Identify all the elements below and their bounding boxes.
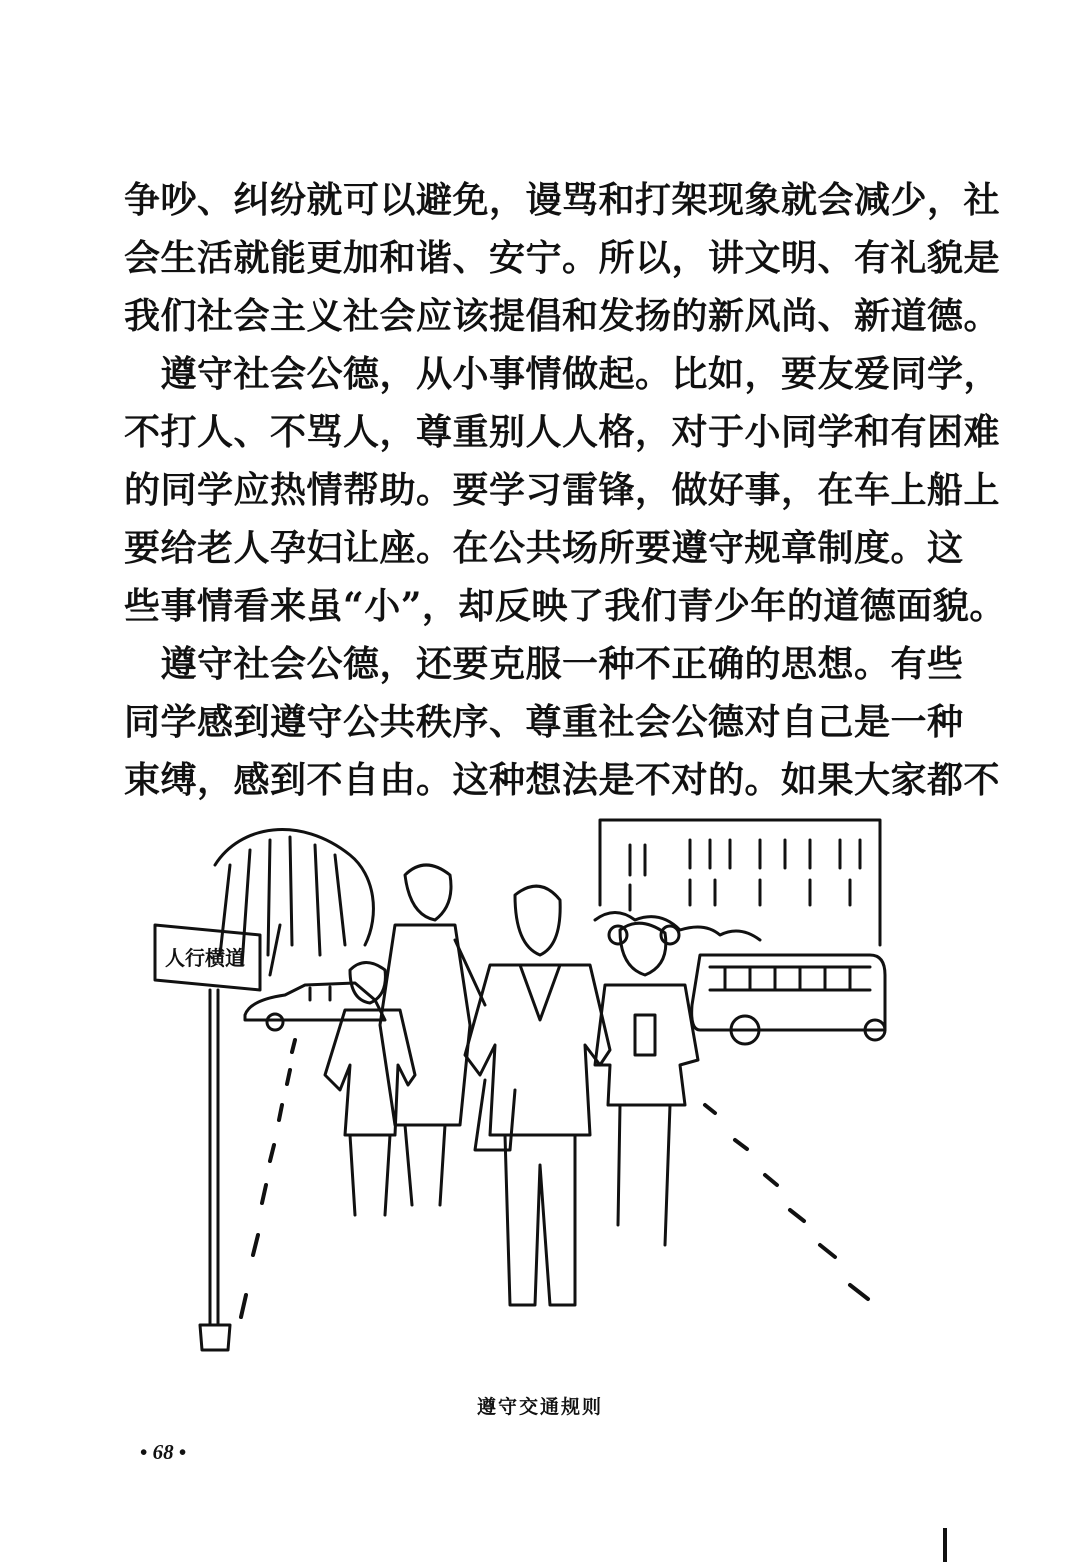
paragraph-start-line: 遵守社会公德，还要克服一种不正确的思想。有些 <box>124 643 964 685</box>
building <box>595 820 880 945</box>
text-line: 会生活就能更加和谐、安宁。所以，讲文明、有礼貌是 <box>124 237 1001 279</box>
text-line: 不打人、不骂人，尊重别人人格，对于小同学和有困难 <box>124 411 1001 453</box>
road-markings <box>241 1040 868 1317</box>
small-boy-figure <box>325 963 415 1216</box>
boy-figure <box>465 886 610 1305</box>
traffic-rules-illustration <box>150 805 890 1375</box>
bus <box>692 955 885 1044</box>
text-line: 束缚，感到不自由。这种想法是不对的。如果大家都不 <box>124 759 1001 801</box>
text-line: 争吵、纠纷就可以避免，谩骂和打架现象就会减少，社 <box>124 179 1001 221</box>
illustration-caption: 遵守交通规则 <box>476 1396 603 1418</box>
paragraph-start-line: 遵守社会公德，从小事情做起。比如，要友爱同学， <box>124 353 1001 395</box>
text-line: 我们社会主义社会应该提倡和发扬的新风尚、新道德。 <box>124 295 1001 337</box>
crosswalk-sign <box>155 925 260 1350</box>
text-line: 的同学应热情帮助。要学习雷锋，做好事，在车上船上 <box>124 469 1001 511</box>
page-number-dot: • <box>178 1440 187 1464</box>
text-line: 要给老人孕妇让座。在公共场所要遵守规章制度。这 <box>124 527 964 569</box>
page-number-dot: • <box>140 1440 148 1464</box>
page-edge-mark <box>943 1528 947 1562</box>
girl-figure <box>595 923 698 1245</box>
text-line: 同学感到遵守公共秩序、尊重社会公德对自己是一种 <box>124 701 964 743</box>
text-line: 些事情看来虽“小”，却反映了我们青少年的道德面貌。 <box>124 585 1006 627</box>
crosswalk-sign-text: 人行横道 <box>165 946 245 970</box>
page-number-value: 68 <box>152 1440 174 1464</box>
page-number <box>140 1440 240 1465</box>
car <box>245 983 385 1030</box>
